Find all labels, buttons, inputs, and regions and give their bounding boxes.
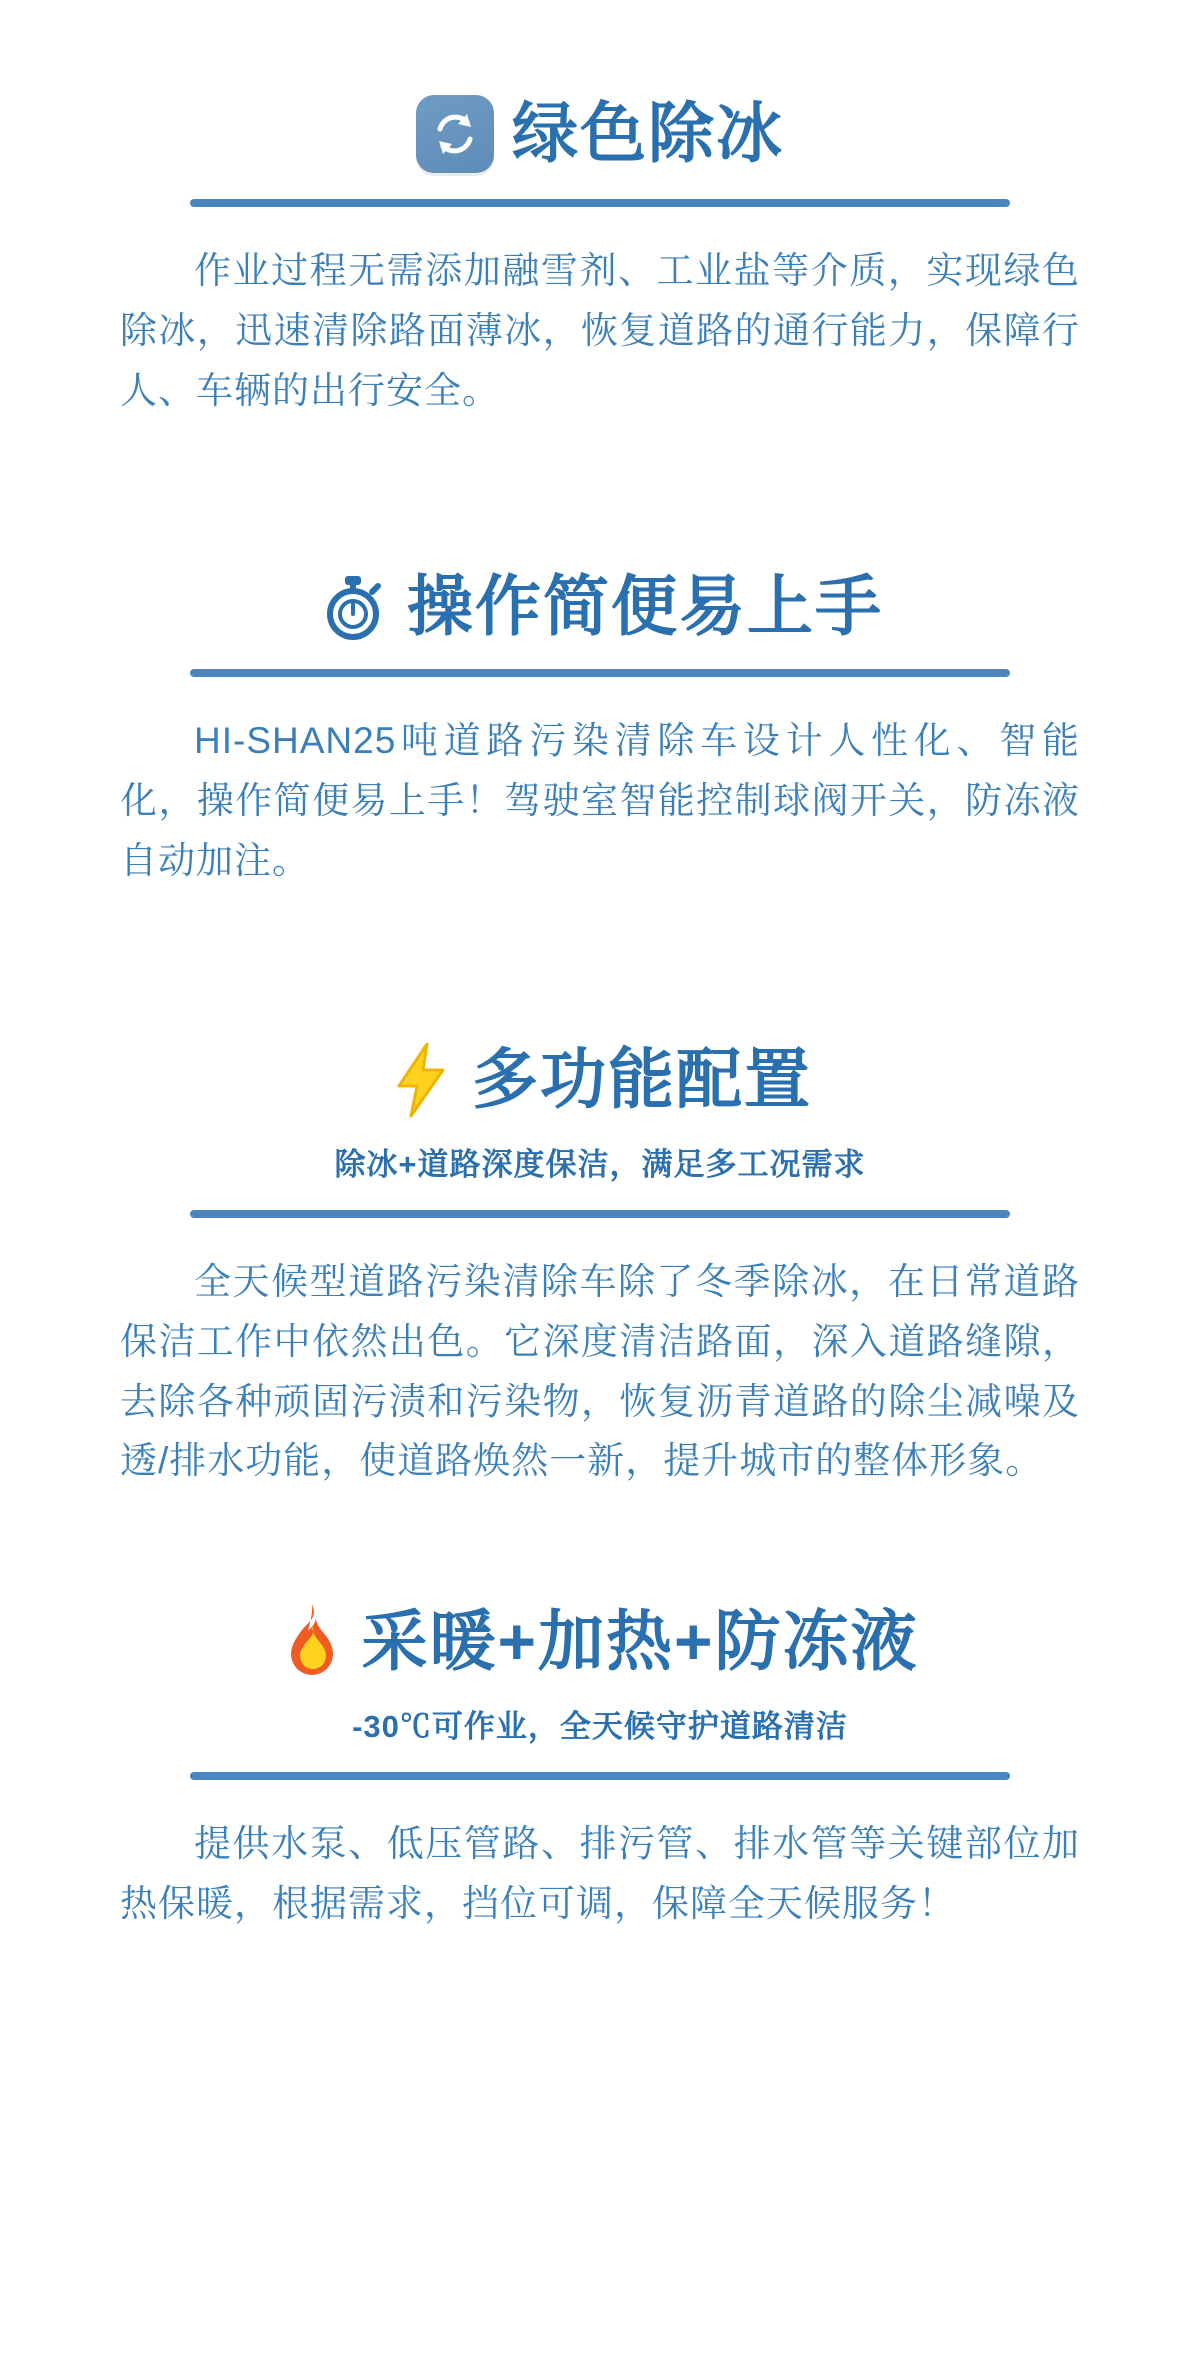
- section-body: HI-SHAN25吨道路污染清除车设计人性化、智能化，操作简便易上手！驾驶室智能控制球阀开关，防冻液自动加注。: [120, 719, 1080, 881]
- feature-section-green-deicing: [0, 95, 1200, 421]
- section-title: 绿色除冰: [512, 96, 784, 171]
- feature-section-easy-operation: [0, 571, 1200, 891]
- feature-section-multifunction: [0, 1041, 1200, 1492]
- section-body: 全天候型道路污染清除车除了冬季除冰，在日常道路保洁工作中依然出色。它深度清洁路面，深入道路缝隙，去除各种顽固污渍和污染物，恢复沥青道路的除尘减噪及透/排水功能，使道路焕然一新，提升城市的整体形象。: [120, 1260, 1080, 1482]
- section-title: 多功能配置: [472, 1041, 812, 1116]
- section-heading: [120, 1041, 1080, 1119]
- section-title: 操作简便易上手: [407, 569, 883, 644]
- section-divider: [190, 199, 1010, 207]
- section-heading: [120, 571, 1080, 643]
- bolt-icon: [388, 1041, 454, 1119]
- section-subtitle: -30℃可作业，全天候守护道路清洁: [352, 1709, 848, 1745]
- section-body: 提供水泵、低压管路、排污管、排水管等关键部位加热保暖，根据需求，挡位可调，保障全天候服务！: [120, 1823, 1080, 1925]
- section-divider: [190, 1210, 1010, 1218]
- stopwatch-icon: [317, 571, 389, 643]
- section-body: 作业过程无需添加融雪剂、工业盐等介质，实现绿色除冰，迅速清除路面薄冰，恢复道路的通行能力，保障行人、车辆的出行安全。: [120, 250, 1080, 411]
- feature-section-heating: [0, 1601, 1200, 1934]
- section-divider: [190, 669, 1010, 677]
- section-heading: [120, 1601, 1080, 1681]
- section-divider: [190, 1772, 1010, 1780]
- section-heading: [120, 95, 1080, 173]
- section-subtitle: 除冰+道路深度保洁，满足多工况需求: [334, 1146, 866, 1182]
- section-title: 采暖+加热+防冻液: [361, 1603, 919, 1678]
- fire-icon: [281, 1601, 343, 1681]
- recycle-icon: [416, 95, 494, 173]
